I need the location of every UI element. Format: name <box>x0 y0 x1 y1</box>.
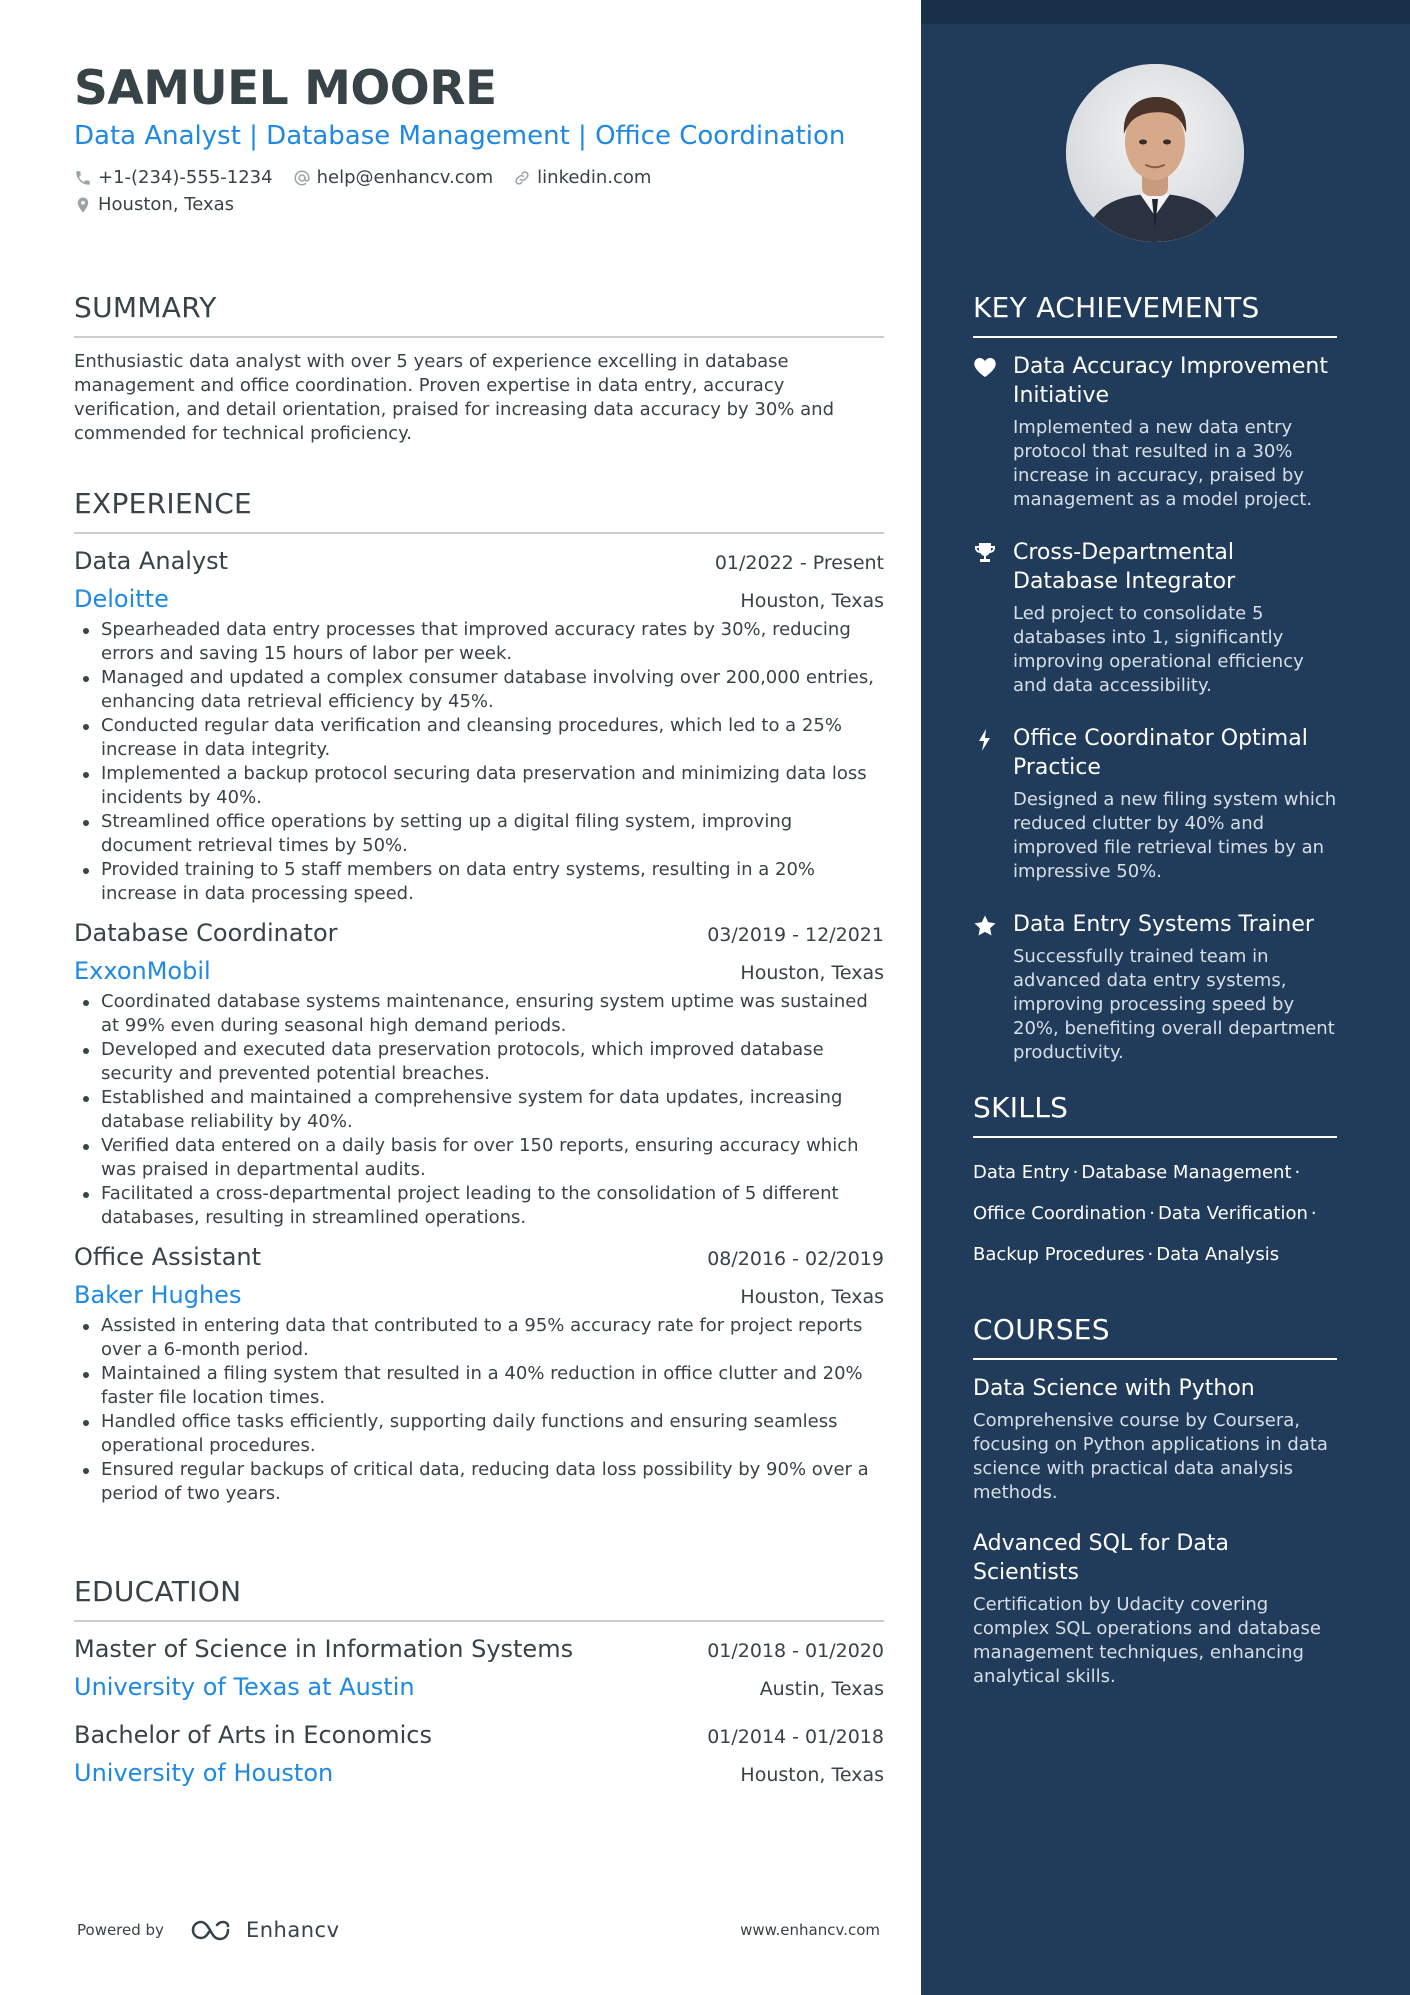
summary-text: Enthusiastic data analyst with over 5 years of experience excelling in database management and office coordination. Proven expertise in data entry, accuracy verification, and detail orientation, praised for increasing data accuracy by 30% and commended for technical proficiency. <box>74 351 834 444</box>
phone-text: +1-(234)-555-1234 <box>98 167 273 188</box>
footer <box>77 1915 880 1945</box>
job-bullets <box>74 990 884 1230</box>
person-portrait-icon <box>1066 64 1244 242</box>
lightning-icon <box>973 728 997 752</box>
bullet-item: Developed and executed data preservation protocols, which improved database security and prevented potential breaches. <box>74 1038 884 1086</box>
course-item <box>973 1529 1337 1689</box>
bullet-item: Streamlined office operations by setting up a digital filing system, improving document retrieval times by 50%. <box>74 810 884 858</box>
degree: Bachelor of Arts in Economics <box>74 1721 432 1749</box>
job-dates: 01/2022 - Present <box>714 552 884 574</box>
courses-title: COURSES <box>973 1312 1337 1360</box>
phone-contact[interactable] <box>74 167 273 188</box>
job-dates: 08/2016 - 02/2019 <box>707 1248 884 1270</box>
job-title: Database Coordinator <box>74 919 338 947</box>
skills-line <box>973 1152 1337 1193</box>
brand-name: Enhancv <box>245 1918 340 1942</box>
bullet-item: Maintained a filing system that resulted in a 40% reduction in office clutter and 20% faster file location times. <box>74 1362 884 1410</box>
skill-item: Backup Procedures <box>973 1244 1145 1265</box>
skill-item: Data Analysis <box>1156 1244 1280 1265</box>
skill-separator: · <box>1294 1162 1301 1183</box>
skills-list <box>973 1152 1337 1275</box>
achievement-title: Cross-Departmental Database Integrator <box>1013 540 1236 594</box>
candidate-name: SAMUEL MOORE <box>74 61 497 116</box>
email-contact[interactable] <box>293 167 494 188</box>
skills-line <box>973 1193 1337 1234</box>
school-name: University of Houston <box>74 1759 334 1787</box>
achievement-desc: Designed a new filing system which reduced clutter by 40% and improved file retrieval times by an impressive 50%. <box>1013 789 1337 882</box>
bullet-item: Managed and updated a complex consumer database involving over 200,000 entries, enhancing data retrieval efficiency by 45%. <box>74 666 884 714</box>
summary-section <box>74 290 884 446</box>
bullet-item: Implemented a backup protocol securing data preservation and minimizing data loss incidents by 40%. <box>74 762 884 810</box>
education-section <box>74 1574 884 1790</box>
job-entry <box>74 544 884 906</box>
profile-photo <box>1066 64 1244 242</box>
achievement-desc: Led project to consolidate 5 databases into 1, significantly improving operational efficiency and data accessibility. <box>1013 603 1304 696</box>
achievement-title: Data Entry Systems Trainer <box>1013 912 1314 937</box>
company-name: ExxonMobil <box>74 957 211 985</box>
enhancv-logo-icon <box>190 1918 236 1942</box>
sidebar <box>921 0 1410 1995</box>
linkedin-contact[interactable] <box>513 167 651 188</box>
achievement-item <box>973 538 1337 698</box>
job-title: Office Assistant <box>74 1243 262 1271</box>
achievements-section <box>973 290 1337 1065</box>
achievement-title: Office Coordinator Optimal Practice <box>1013 726 1308 780</box>
skills-title: SKILLS <box>973 1090 1337 1138</box>
skill-item: Database Management <box>1081 1162 1292 1183</box>
skills-line <box>973 1234 1337 1275</box>
bullet-item: Spearheaded data entry processes that improved accuracy rates by 30%, reducing errors and saving 15 hours of labor per week. <box>74 618 884 666</box>
job-bullets <box>74 618 884 906</box>
bullet-item: Verified data entered on a daily basis for over 150 reports, ensuring accuracy which was praised in departmental audits. <box>74 1134 884 1182</box>
star-icon <box>973 914 997 938</box>
link-icon <box>513 169 531 187</box>
location-text: Houston, Texas <box>98 194 235 215</box>
sidebar-top-band <box>921 0 1410 24</box>
education-title: EDUCATION <box>74 1574 884 1622</box>
experience-title: EXPERIENCE <box>74 486 884 534</box>
course-title: Advanced SQL for Data Scientists <box>973 1531 1229 1585</box>
email-text: help@enhancv.com <box>316 167 494 188</box>
skills-section <box>973 1090 1337 1275</box>
course-desc: Certification by Udacity covering complex SQL operations and database management techniques, enhancing analytical skills. <box>973 1594 1321 1687</box>
achievement-item <box>973 724 1337 884</box>
bullet-item: Ensured regular backups of critical data, reducing data loss possibility by 90% over a period of two years. <box>74 1458 884 1506</box>
course-item <box>973 1374 1337 1505</box>
school-location: Austin, Texas <box>759 1678 884 1700</box>
skill-item: Office Coordination <box>973 1203 1147 1224</box>
skill-item: Data Verification <box>1158 1203 1308 1224</box>
header <box>74 60 884 218</box>
linkedin-text: linkedin.com <box>537 167 652 188</box>
contact-info <box>74 164 884 218</box>
job-location: Houston, Texas <box>740 590 884 612</box>
skill-separator: · <box>1149 1203 1156 1224</box>
education-dates: 01/2018 - 01/2020 <box>707 1640 884 1662</box>
achievement-desc: Implemented a new data entry protocol that resulted in a 30% increase in accuracy, praised by management as a model project. <box>1013 417 1313 510</box>
education-entry <box>74 1632 884 1704</box>
bullet-item: Conducted regular data verification and cleansing procedures, which led to a 25% increase in data integrity. <box>74 714 884 762</box>
headline: Data Analyst | Database Management | Office Coordination <box>74 121 846 151</box>
trophy-icon <box>973 542 997 564</box>
phone-icon <box>74 169 92 187</box>
course-desc: Comprehensive course by Coursera, focusing on Python applications in data science with practical data analysis methods. <box>973 1410 1328 1503</box>
job-location: Houston, Texas <box>740 1286 884 1308</box>
course-title: Data Science with Python <box>973 1376 1255 1401</box>
achievement-item <box>973 910 1337 1065</box>
skill-item: Data Entry <box>973 1162 1070 1183</box>
skill-separator: · <box>1072 1162 1079 1183</box>
achievement-desc: Successfully trained team in advanced data entry systems, improving processing speed by 20%, benefiting overall department productivity. <box>1013 946 1335 1063</box>
education-dates: 01/2014 - 01/2018 <box>707 1726 884 1748</box>
bullet-item: Assisted in entering data that contributed to a 95% accuracy rate for project reports over a 6-month period. <box>74 1314 884 1362</box>
bullet-item: Provided training to 5 staff members on data entry systems, resulting in a 20% increase in data processing speed. <box>74 858 884 906</box>
job-location: Houston, Texas <box>740 962 884 984</box>
skill-separator: · <box>1147 1244 1154 1265</box>
powered-by <box>77 1918 340 1942</box>
location-pin-icon <box>74 196 92 214</box>
summary-title: SUMMARY <box>74 290 884 338</box>
bullet-item: Established and maintained a comprehensive system for data updates, increasing database reliability by 40%. <box>74 1086 884 1134</box>
powered-by-label: Powered by <box>77 1921 164 1939</box>
company-name: Deloitte <box>74 585 169 613</box>
degree: Master of Science in Information Systems <box>74 1635 574 1663</box>
courses-section <box>973 1312 1337 1689</box>
company-name: Baker Hughes <box>74 1281 242 1309</box>
job-bullets <box>74 1314 884 1506</box>
school-location: Houston, Texas <box>740 1764 884 1786</box>
at-icon <box>293 169 311 187</box>
education-entry <box>74 1718 884 1790</box>
location-contact <box>74 194 234 215</box>
heart-icon <box>973 356 997 378</box>
website-link[interactable]: www.enhancv.com <box>740 1921 880 1939</box>
achievement-item <box>973 352 1337 512</box>
experience-section <box>74 486 884 1506</box>
school-name: University of Texas at Austin <box>74 1673 415 1701</box>
achievements-title: KEY ACHIEVEMENTS <box>973 290 1337 338</box>
job-dates: 03/2019 - 12/2021 <box>707 924 884 946</box>
achievement-title: Data Accuracy Improvement Initiative <box>1013 354 1328 408</box>
job-title: Data Analyst <box>74 547 229 575</box>
bullet-item: Handled office tasks efficiently, supporting daily functions and ensuring seamless operational procedures. <box>74 1410 884 1458</box>
job-entry <box>74 916 884 1230</box>
bullet-item: Facilitated a cross-departmental project leading to the consolidation of 5 different databases, resulting in streamlined operations. <box>74 1182 884 1230</box>
brand-logo[interactable] <box>190 1918 340 1942</box>
job-entry <box>74 1240 884 1506</box>
skill-separator: · <box>1310 1203 1317 1224</box>
bullet-item: Coordinated database systems maintenance, ensuring system uptime was sustained at 99% even during seasonal high demand periods. <box>74 990 884 1038</box>
